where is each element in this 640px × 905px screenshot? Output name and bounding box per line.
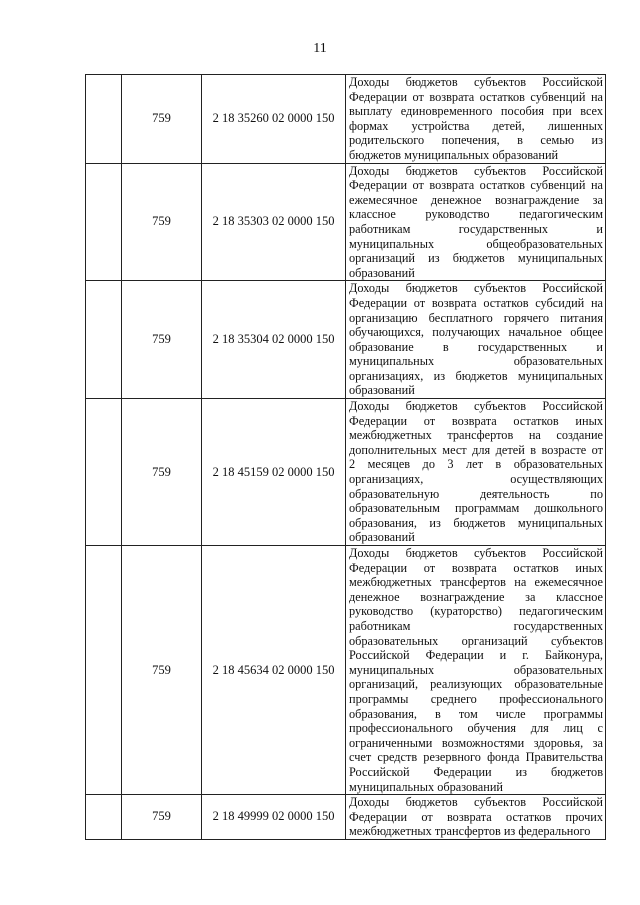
description-line: образований — [349, 530, 415, 545]
description-line: образования, в том числе программы — [349, 706, 603, 721]
description-cell — [346, 546, 606, 795]
description-line: формах устройства детей, лишенных — [349, 118, 603, 133]
table-row — [86, 163, 606, 281]
description-line: межбюджетных трансфертов на ежемесячное — [349, 575, 603, 590]
income-code-cell: 2 18 35303 02 0000 150 — [202, 163, 346, 281]
empty-cell — [86, 281, 122, 399]
description-line: дополнительных мест для детей в возрасте от — [349, 442, 603, 457]
empty-cell — [86, 399, 122, 546]
description-line: Федерации от возврата остатков субвенций на — [349, 178, 603, 193]
admin-code-cell: 759 — [122, 163, 202, 281]
description-line: организаций из бюджетов муниципальных — [349, 251, 603, 266]
table-row — [86, 75, 606, 164]
description-cell — [346, 795, 606, 840]
description-line: межбюджетных трансфертов на создание — [349, 428, 603, 443]
description-line: Федерации от возврата остатков иных — [349, 413, 603, 428]
description-line: организациях, осуществляющих — [349, 472, 603, 487]
description-line: образование в государственных и — [349, 339, 603, 354]
description-line: руководство (кураторство) педагогическим — [349, 604, 603, 619]
description-line: образований — [349, 265, 415, 280]
description-line: муниципальных общеобразовательных — [349, 236, 603, 251]
description-line: Доходы бюджетов субъектов Российской — [349, 546, 603, 560]
description-line: Российской Федерации и г. Байконура, — [349, 648, 603, 663]
description-line: Доходы бюджетов субъектов Российской — [349, 281, 603, 296]
description-line: ограниченными возможностями здоровья, за — [349, 735, 603, 750]
description-line: организаций, реализующих образовательные — [349, 677, 603, 692]
description-line: образовательным программам дошкольного — [349, 501, 603, 516]
description-line: Доходы бюджетов субъектов Российской — [349, 163, 603, 178]
income-code-cell: 2 18 45159 02 0000 150 — [202, 399, 346, 546]
empty-cell — [86, 163, 122, 281]
admin-code-cell: 759 — [122, 399, 202, 546]
description-line: программы среднего профессионального — [349, 691, 603, 706]
description-line: 2 месяцев до 3 лет в образовательных — [349, 457, 603, 472]
page-number: 11 — [313, 41, 327, 56]
description-line: организациях, из бюджетов муниципальных — [349, 368, 603, 383]
description-line: образования, из бюджетов муниципальных — [349, 515, 603, 530]
table-body — [86, 75, 606, 840]
description-cell — [346, 281, 606, 399]
description-line: обучающихся, получающих начальное общее — [349, 325, 603, 340]
budget-income-table — [85, 74, 606, 840]
admin-code-cell: 759 — [122, 281, 202, 399]
admin-code-cell: 759 — [122, 795, 202, 840]
description-line: ежемесячное денежное вознаграждение за — [349, 192, 603, 207]
description-cell — [346, 75, 606, 164]
income-code-cell: 2 18 35304 02 0000 150 — [202, 281, 346, 399]
description-line: счет средств резервного фонда Правительства — [349, 750, 603, 765]
description-line: муниципальных образований — [349, 779, 503, 794]
admin-code-cell: 759 — [122, 546, 202, 795]
income-code-cell: 2 18 35260 02 0000 150 — [202, 75, 346, 164]
table-row — [86, 281, 606, 399]
description-line: образований — [349, 383, 415, 398]
description-line: муниципальных образовательных — [349, 662, 603, 677]
description-line: муниципальных образовательных — [349, 354, 603, 369]
income-code-cell: 2 18 45634 02 0000 150 — [202, 546, 346, 795]
admin-code-cell: 759 — [122, 75, 202, 164]
income-code-cell: 2 18 49999 02 0000 150 — [202, 795, 346, 840]
table-row — [86, 399, 606, 546]
description-line: классное руководство педагогическим — [349, 207, 603, 222]
description-line: работникам государственных и — [349, 221, 603, 236]
description-line: выплату единовременного пособия при всех — [349, 104, 603, 119]
description-cell — [346, 163, 606, 281]
description-line: межбюджетных трансфертов из федерального — [349, 824, 591, 839]
description-line: профессионального обучения для лиц с — [349, 721, 603, 736]
description-line: Российской Федерации из бюджетов — [349, 764, 603, 779]
description-line: образовательную деятельность по — [349, 486, 603, 501]
table-row — [86, 546, 606, 795]
description-line: Доходы бюджетов субъектов Российской — [349, 75, 603, 89]
description-line: Федерации от возврата остатков субсидий на — [349, 295, 603, 310]
description-cell — [346, 399, 606, 546]
description-line: денежное вознаграждение за классное — [349, 589, 603, 604]
description-line: работникам государственных — [349, 618, 603, 633]
description-line: Федерации от возврата остатков иных — [349, 560, 603, 575]
empty-cell — [86, 546, 122, 795]
description-line: Федерации от возврата остатков прочих — [349, 809, 603, 824]
description-line: Доходы бюджетов субъектов Российской — [349, 795, 603, 810]
description-line: образовательных организаций субъектов — [349, 633, 603, 648]
table-row — [86, 795, 606, 840]
description-line: бюджетов муниципальных образований — [349, 147, 559, 162]
empty-cell — [86, 75, 122, 164]
empty-cell — [86, 795, 122, 840]
description-line: Доходы бюджетов субъектов Российской — [349, 399, 603, 414]
description-line: родительского попечения, в семью из — [349, 133, 603, 148]
description-line: Федерации от возврата остатков субвенций на — [349, 89, 603, 104]
description-line: организацию бесплатного горячего питания — [349, 310, 603, 325]
